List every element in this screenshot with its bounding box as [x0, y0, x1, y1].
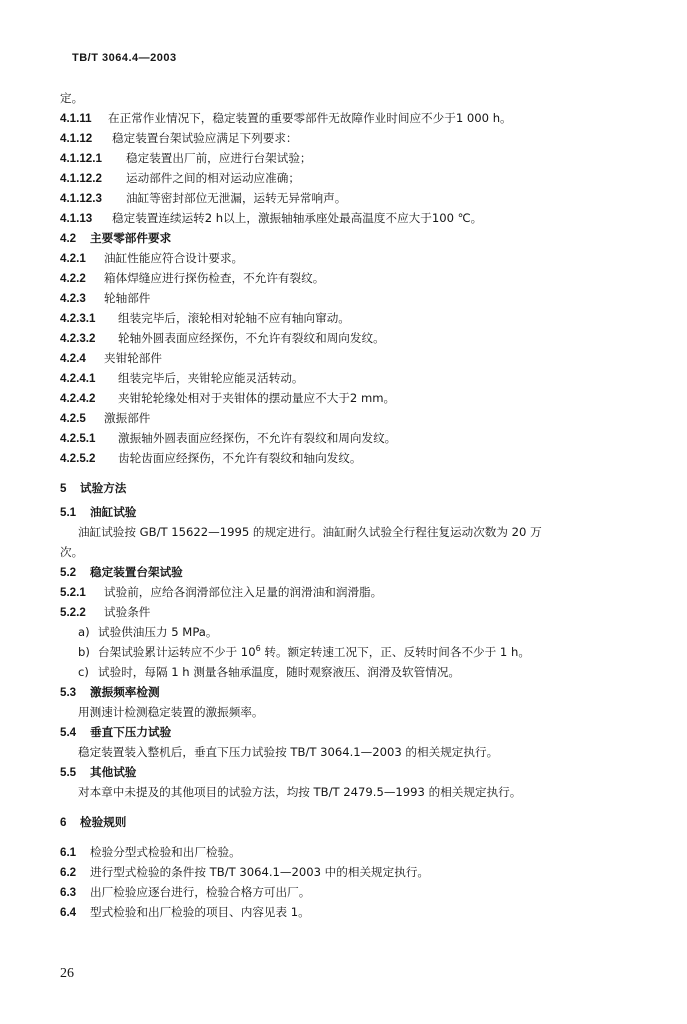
section-title: 主要零部件要求	[90, 231, 172, 245]
section-title: 垂直下压力试验	[90, 725, 172, 739]
clause-number: 4.1.13	[60, 212, 93, 225]
section-5-5	[0, 762, 687, 782]
clause-text: 试验前，应给各润滑部位注入足量的润滑油和润滑脂。	[104, 585, 383, 599]
clause-number: 6.3	[60, 886, 77, 899]
section-number: 5.4	[60, 726, 77, 739]
paragraph: 稳定装置装入整机后，垂直下压力试验按 TB/T 3064.1—2003 的相关规定执行。	[78, 745, 499, 759]
clause-number: 4.1.12.3	[60, 192, 102, 205]
clause-number: 6.1	[60, 846, 77, 859]
section-title: 激振频率检测	[90, 685, 160, 699]
clause-4-1-13	[0, 208, 687, 228]
document-body	[0, 88, 687, 922]
clause-number: 4.2.5.2	[60, 452, 96, 465]
list-text: 试验供油压力 5 MPa。	[98, 625, 218, 639]
paragraph: 对本章中未提及的其他项目的试验方法，均按 TB/T 2479.5—1993 的相关规定执行。	[78, 785, 522, 799]
clause-4-1-12-2	[0, 168, 687, 188]
clause-text: 轮轴部件	[104, 291, 151, 305]
clause-text: 运动部件之间的相对运动应准确；	[126, 171, 300, 185]
clause-number: 5.2.2	[60, 606, 86, 619]
chapter-title: 试验方法	[80, 481, 127, 495]
section-number: 5.1	[60, 506, 77, 519]
chapter-number: 5	[60, 482, 67, 495]
paragraph-continuation: 次。	[60, 545, 84, 559]
clause-4-2-2	[0, 268, 687, 288]
list-item-a	[0, 622, 687, 642]
clause-number: 4.2.5.1	[60, 432, 96, 445]
list-item-b	[0, 642, 687, 662]
section-5-4	[0, 722, 687, 742]
clause-6-3	[0, 882, 687, 902]
chapter-number: 6	[60, 816, 67, 829]
clause-number: 4.2.2	[60, 272, 86, 285]
clause-number: 4.2.4.1	[60, 372, 96, 385]
clause-text: 夹钳轮部件	[104, 351, 162, 365]
clause-number: 4.1.12	[60, 132, 93, 145]
clause-4-1-12-1	[0, 148, 687, 168]
clause-text: 夹钳轮轮缘处相对于夹钳体的摆动量应不大于2 mm。	[118, 391, 396, 405]
chapter-title: 检验规则	[80, 815, 127, 829]
clause-number: 4.1.12.2	[60, 172, 102, 185]
clause-4-1-12-3	[0, 188, 687, 208]
clause-4-2-3	[0, 288, 687, 308]
clause-number: 6.2	[60, 866, 77, 879]
list-text: 试验时，每隔 1 h 测量各轴承温度，随时观察液压、润滑及软管情况。	[98, 665, 461, 679]
clause-number: 6.4	[60, 906, 77, 919]
clause-6-2	[0, 862, 687, 882]
list-marker: a)	[78, 625, 90, 639]
clause-text: 型式检验和出厂检验的项目、内容见表 1。	[90, 905, 310, 919]
clause-6-4	[0, 902, 687, 922]
clause-text: 稳定装置连续运转2 h以上，激振轴轴承座处最高温度不应大于100 ℃。	[112, 211, 483, 225]
clause-4-2-1	[0, 248, 687, 268]
clause-text: 稳定装置台架试验应满足下列要求：	[112, 131, 298, 145]
section-number: 5.3	[60, 686, 77, 699]
clause-text: 进行型式检验的条件按 TB/T 3064.1—2003 中的相关规定执行。	[90, 865, 430, 879]
clause-5-2-1	[0, 582, 687, 602]
clause-number: 4.2.4	[60, 352, 86, 365]
clause-text: 在正常作业情况下，稳定装置的重要零部件无故障作业时间应不少于1 000 h。	[108, 111, 512, 125]
clause-text: 齿轮齿面应经探伤，不允许有裂纹和轴向发纹。	[118, 451, 362, 465]
clause-4-2-4-2	[0, 388, 687, 408]
clause-text: 组装完毕后，滚轮相对轮轴不应有轴向窜动。	[118, 311, 350, 325]
clause-number: 4.2.3.2	[60, 332, 96, 345]
list-marker: b)	[78, 645, 90, 659]
clause-4-2-3-2	[0, 328, 687, 348]
clause-number: 4.1.12.1	[60, 152, 102, 165]
clause-text: 轮轴外圆表面应经探伤，不允许有裂纹和周向发纹。	[118, 331, 385, 345]
clause-text: 出厂检验应逐台进行，检验合格方可出厂。	[90, 885, 311, 899]
paragraph: 用测速计检测稳定装置的激振频率。	[78, 705, 264, 719]
clause-4-2-3-1	[0, 308, 687, 328]
clause-4-2-4	[0, 348, 687, 368]
clause-4-2-4-1	[0, 368, 687, 388]
chapter-6-heading	[0, 812, 687, 832]
clause-number: 4.2.1	[60, 252, 86, 265]
clause-text: 稳定装置出厂前，应进行台架试验；	[126, 151, 312, 165]
clause-4-1-11	[0, 108, 687, 128]
clause-text: 箱体焊缝应进行探伤检查，不允许有裂纹。	[104, 271, 325, 285]
clause-4-2-5	[0, 408, 687, 428]
section-5-3	[0, 682, 687, 702]
clause-text: 激振部件	[104, 411, 151, 425]
list-text: 台架试验累计运转应不少于 $10^6$ 转。额定转速工况下，正、反转时间各不少于 1 h。	[98, 644, 530, 659]
section-number: 5.5	[60, 766, 77, 779]
clause-4-1-12	[0, 128, 687, 148]
clause-text: 油缸性能应符合设计要求。	[104, 251, 244, 265]
clause-text: 油缸等密封部位无泄漏，运转无异常响声。	[126, 191, 347, 205]
paragraph: 油缸试验按 GB/T 15622—1995 的规定进行。油缸耐久试验全行程往复运动次数为 20 万	[78, 525, 542, 539]
list-marker: c)	[78, 665, 89, 679]
section-number: 4.2	[60, 232, 77, 245]
section-number: 5.2	[60, 566, 77, 579]
section-title: 稳定装置台架试验	[90, 565, 183, 579]
clause-text: 检验分型式检验和出厂检验。	[90, 845, 241, 859]
clause-number: 4.2.3	[60, 292, 86, 305]
section-4-2	[0, 228, 687, 248]
clause-text: 组装完毕后，夹钳轮应能灵活转动。	[118, 371, 304, 385]
paragraph-continuation: 定。	[60, 91, 84, 105]
standard-code-header: TB/T 3064.4—2003	[72, 52, 177, 64]
clause-number: 5.2.1	[60, 586, 86, 599]
clause-text: 试验条件	[104, 605, 151, 619]
chapter-5-heading	[0, 478, 687, 498]
section-title: 其他试验	[90, 765, 137, 779]
clause-4-2-5-1	[0, 428, 687, 448]
section-5-1	[0, 502, 687, 522]
superscript: 6	[255, 644, 261, 654]
clause-5-2-2	[0, 602, 687, 622]
list-item-c	[0, 662, 687, 682]
clause-number: 4.2.5	[60, 412, 86, 425]
clause-number: 4.2.4.2	[60, 392, 96, 405]
clause-number: 4.1.11	[60, 112, 92, 125]
section-5-2	[0, 562, 687, 582]
clause-text: 激振轴外圆表面应经探伤，不允许有裂纹和周向发纹。	[118, 431, 397, 445]
clause-4-2-5-2	[0, 448, 687, 468]
section-title: 油缸试验	[90, 505, 137, 519]
clause-6-1	[0, 842, 687, 862]
page-number: 26	[60, 966, 74, 981]
clause-number: 4.2.3.1	[60, 312, 96, 325]
